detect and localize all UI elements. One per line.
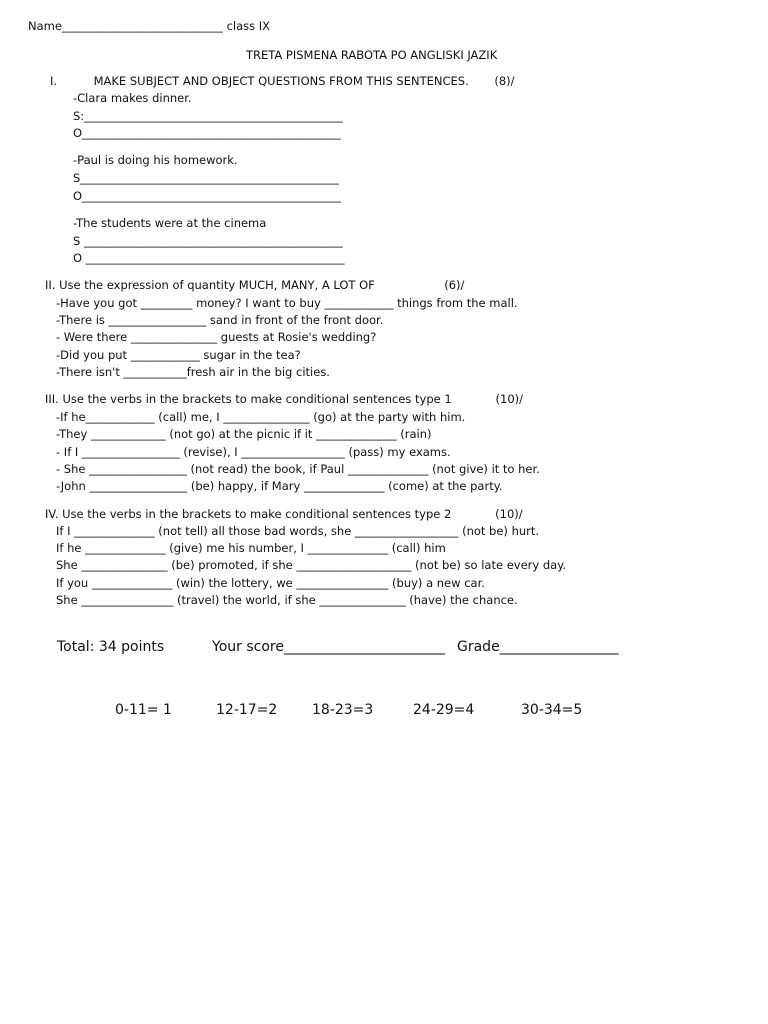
subject-question-line: S_____________________________________________: [73, 171, 340, 185]
sentence-2: -Paul is doing his homework.: [73, 153, 238, 167]
grade-line: Grade_________________: [457, 639, 619, 655]
exercise-line: If you ______________ (win) the lottery, we ________________ (buy) a new car.: [56, 576, 485, 590]
page-title: TRETA PISMENA RABOTA PO ANGLISKI JAZIK: [246, 48, 498, 62]
subject-question-line: S:_____________________________________________: [73, 109, 343, 123]
name-line: Name____________________________ class IX: [28, 19, 271, 33]
exercise-line: -If he____________ (call) me, I _______________ (go) at the party with him.: [56, 410, 466, 424]
exercise-line: If I ______________ (not tell) all those bad words, she __________________ (not be) hurt.: [56, 524, 540, 538]
object-question-line: O_____________________________________________: [73, 126, 341, 140]
exercise-line: - Were there _______________ guests at Rosie's wedding?: [56, 330, 377, 344]
exercise-line: -They _____________ (not go) at the picnic if it ______________ (rain): [56, 427, 432, 441]
exercise-line: - If I _________________ (revise), I __________________ (pass) my exams.: [56, 445, 451, 459]
exercise-line: -Have you got _________ money? I want to buy ____________ things from the mall.: [56, 296, 518, 310]
exercise-line: -There isn't ___________fresh air in the big cities.: [56, 365, 330, 379]
section-4-heading: IV. Use the verbs in the brackets to make conditional sentences type 2 (10)/: [45, 507, 523, 521]
exercise-line: If he ______________ (give) me his number, I ______________ (call) him: [56, 541, 446, 555]
sentence-3: -The students were at the cinema: [73, 216, 267, 230]
object-question-line: O_____________________________________________: [73, 189, 341, 203]
grade-scale-item: 30-34=5: [521, 702, 583, 718]
exercise-line: -There is _________________ sand in front of the front door.: [56, 313, 384, 327]
exercise-line: She _______________ (be) promoted, if she ____________________ (not be) so late every day.: [56, 558, 567, 572]
exercise-line: -John _________________ (be) happy, if Mary ______________ (come) at the party.: [56, 479, 503, 493]
subject-question-line: S _____________________________________________: [73, 234, 343, 248]
object-question-line: O _____________________________________________: [73, 251, 345, 265]
exercise-line: -Did you put ____________ sugar in the tea?: [56, 348, 301, 362]
section-2-heading: II. Use the expression of quantity MUCH, MANY, A LOT OF (6)/: [45, 278, 465, 292]
total-points: Total: 34 points: [57, 639, 165, 655]
grade-scale-item: 12-17=2: [216, 702, 278, 718]
exercise-line: - She _________________ (not read) the book, if Paul ______________ (not give) it to her.: [56, 462, 540, 476]
section-1-heading: I. MAKE SUBJECT AND OBJECT QUESTIONS FROM THIS SENTENCES. (8)/: [50, 74, 515, 88]
exercise-line: She ________________ (travel) the world, if she _______________ (have) the chance.: [56, 593, 518, 607]
sentence-1: -Clara makes dinner.: [73, 91, 192, 105]
section-3-heading: III. Use the verbs in the brackets to make conditional sentences type 1 (10)/: [45, 392, 524, 406]
grade-scale-item: 18-23=3: [312, 702, 374, 718]
score-line: Your score_______________________: [212, 639, 445, 655]
grade-scale-item: 24-29=4: [413, 702, 475, 718]
grade-scale-item: 0-11= 1: [115, 702, 172, 718]
